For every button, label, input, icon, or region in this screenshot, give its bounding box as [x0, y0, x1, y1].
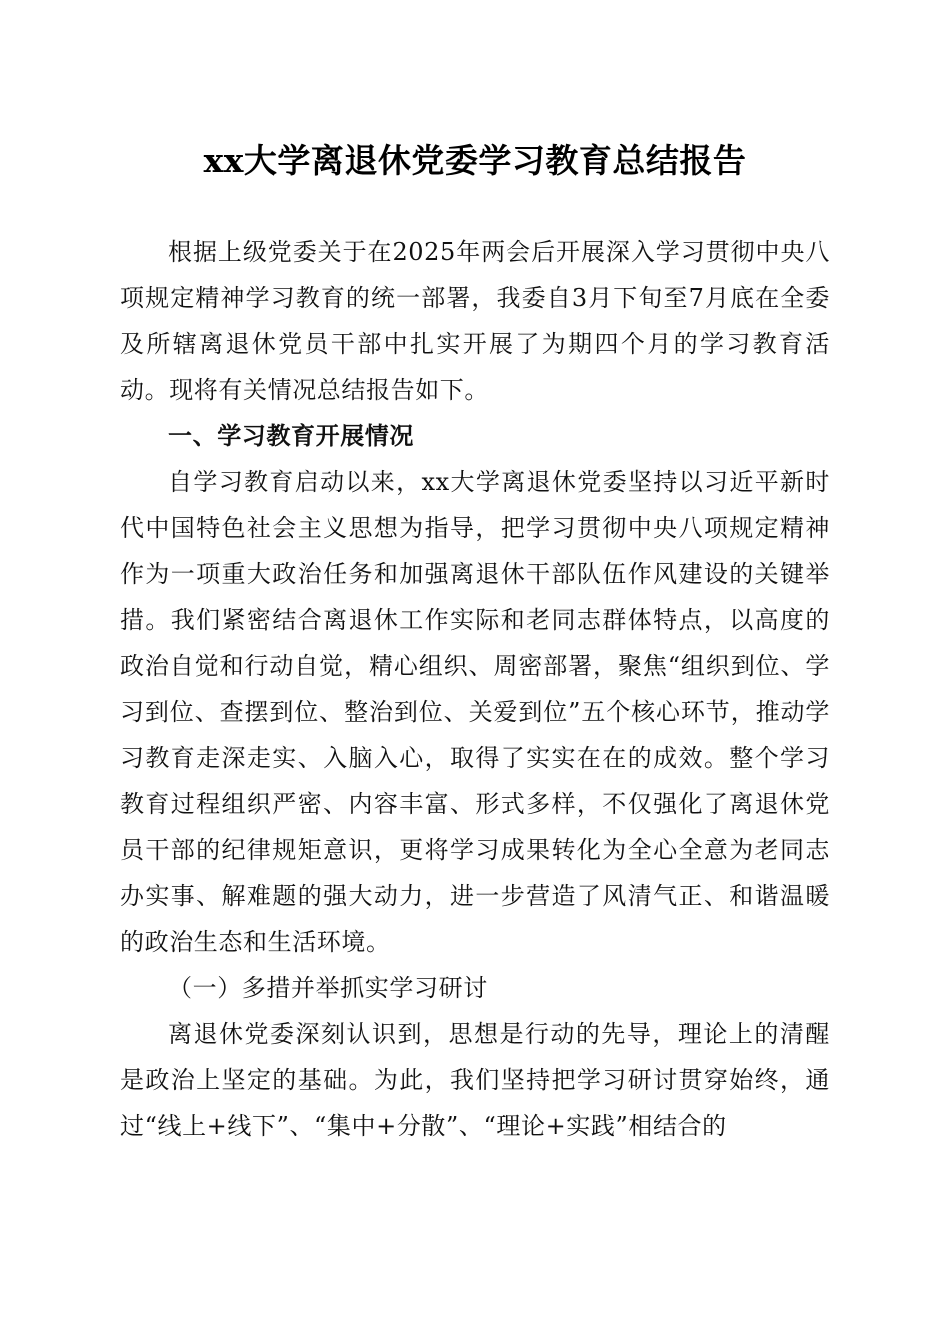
document-title: xx大学离退休党委学习教育总结报告 — [203, 141, 747, 180]
document-body — [120, 229, 830, 1149]
subsection-1-paragraph: 离退休党委深刻认识到，思想是行动的先导，理论上的清醒是政治上坚定的基础。为此，我们坚持把学习研讨贯穿始终，通过“线上+线下”、“集中+分散”、“理论+实践”相结合的 — [120, 1020, 830, 1140]
intro-paragraph: 根据上级党委关于在2025年两会后开展深入学习贯彻中央八项规定精神学习教育的统一部署，我委自3月下旬至7月底在全委及所辖离退休党员干部中扎实开展了为期四个月的学习教育活动。现将有关情况总结报告如下。 — [120, 238, 830, 404]
section-1-paragraph: 自学习教育启动以来，xx大学离退休党委坚持以习近平新时代中国特色社会主义思想为指导，把学习贯彻中央八项规定精神作为一项重大政治任务和加强离退休干部队伍作风建设的关键举措。我们紧密结合离退休工作实际和老同志群体特点，以高度的政治自觉和行动自觉，精心组织、周密部署，聚焦“组织到位、学习到位、查摆到位、整治到位、关爱到位”五个核心环节，推动学习教育走深走实、入脑入心，取得了实实在在的成效。整个学习教育过程组织严密、内容丰富、形式多样，不仅强化了离退休党员干部的纪律规矩意识，更将学习成果转化为全心全意为老同志办实事、解难题的强大动力，进一步营造了风清气正、和谐温暖的政治生态和生活环境。 — [120, 468, 830, 956]
section-heading-1: 一、学习教育开展情况 — [168, 422, 414, 450]
subsection-heading-1: （一）多措并举抓实学习研讨 — [168, 974, 488, 1002]
